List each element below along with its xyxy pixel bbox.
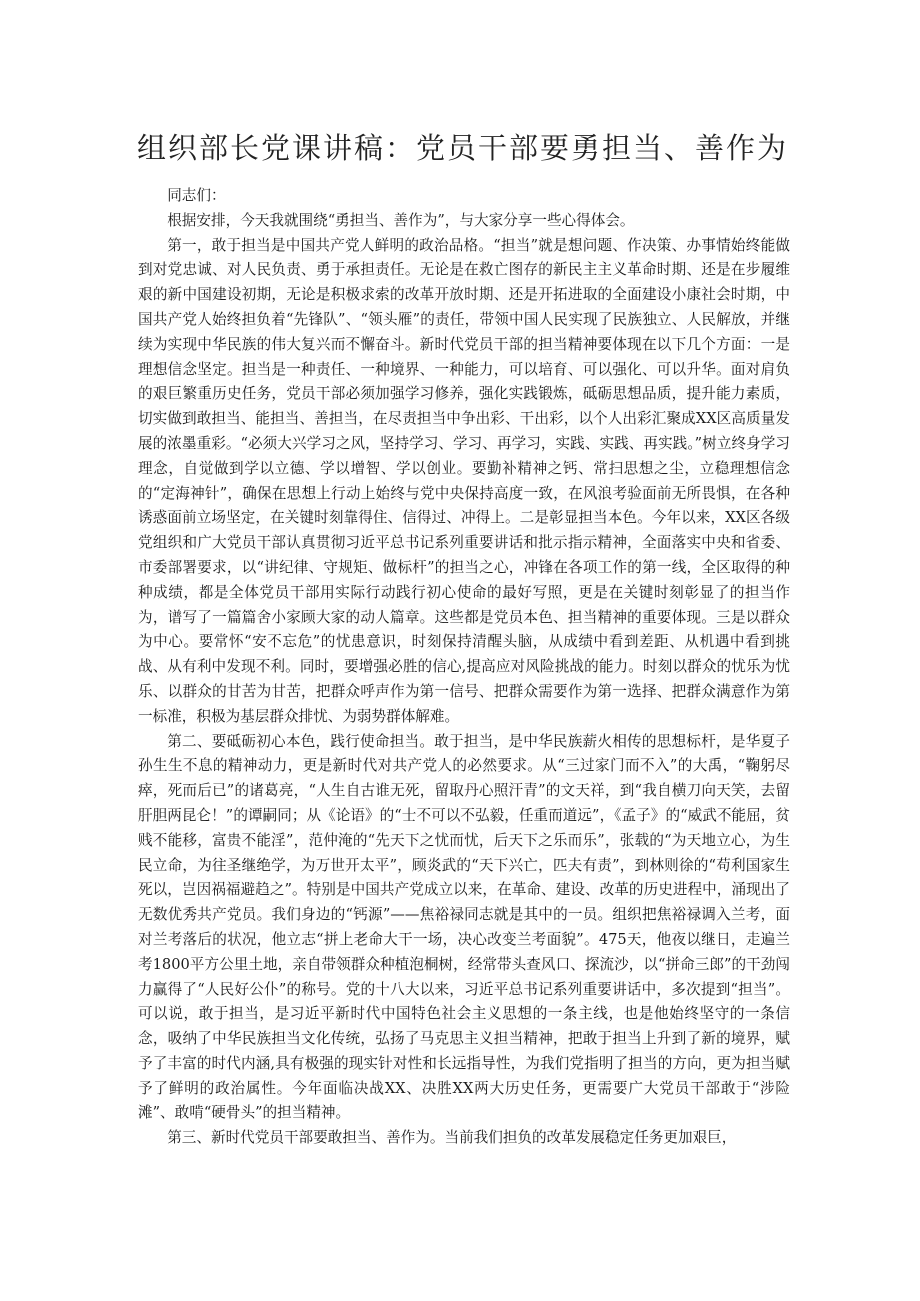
paragraph-intro: 根据安排，今天我就围绕“勇担当、善作为”，与大家分享一些心得体会。 [167,211,635,229]
paragraph-third-point: 第三、新时代党员干部要敢担当、善作为。当前我们担负的改革发展稳定任务更加艰巨， [167,1129,737,1147]
salutation: 同志们： [167,187,226,204]
paragraph-first-point: 第一，敢于担当是中国共产党人鲜明的政治品格。“担当”就是想问题、作决策、办事情始终能做到对党忠诚、对人民负责、勇于承担责任。无论是在救亡图存的新民主主义革命时期、还是在步履维艰的新中国建设初期，无论是积极求索的改革开放时期、还是开拓进取的全面建设小康社会时期，中国共产党人始终担负着“先锋队”、“领头雁”的责任，带领中国人民实现了民族独立、人民解放，并继续为实现中华民族的伟大复兴而不懈奋斗。新时代党员干部的担当精神要体现在以下几个方面：一是理想信念坚定。担当是一种责任、一种境界、一种能力，可以培育、可以强化、可以升华。面对肩负的艰巨繁重历史任务，党员干部必须加强学习修养，强化实践锻炼，砥砺思想品质，提升能力素质，切实做到敢担当、能担当、善担当，在尽责担当中争出彩、干出彩，以个人出彩汇聚成XX区高质量发展的浓墨重彩。“必须大兴学习之风，坚持学习、学习、再学习，实践、实践、再实践。”树立终身学习理念，自觉做到学以立德、学以增智、学以创业。要勤补精神之钙、常扫思想之尘，立稳理想信念的“定海神针”，确保在思想上行动上始终与党中央保持高度一致，在风浪考验面前无所畏惧，在各种诱惑面前立场坚定，在关键时刻靠得住、信得过、冲得上。二是彰显担当本色。今年以来，XX区各级党组织和广大党员干部认真贯彻习近平总书记系列重要讲话和批示指示精神，全面落实中央和省委、市委部署要求，以“讲纪律、守规矩、做标杆”的担当之心，冲锋在各项工作的第一线，全区取得的种种成绩，都是全体党员干部用实际行动践行初心使命的最好写照，更是在关键时刻彰显了的担当作为，谱写了一篇篇舍小家顾大家的动人篇章。这些都是党员本色、担当精神的重要体现。三是以群众为中心。要常怀“安不忘危”的忧患意识，时刻保持清醒头脑，从成绩中看到差距、从机遇中看到挑战、从有利中发现不利。同时，要增强必胜的信心,提高应对风险挑战的能力。时刻以群众的忧乐为忧乐、以群众的甘苦为甘苦，把群众呼声作为第一信号、把群众需要作为第一选择、把群众满意作为第一标准，积极为基层群众排忧、为弱势群体解难。 [138,236,790,725]
document-body [138,184,790,1151]
paragraph-second-point: 第二、要砥砺初心本色，践行使命担当。敢于担当，是中华民族薪火相传的思想标杆，是华夏子孙生生不息的精神动力，更是新时代对共产党人的必然要求。从“三过家门而不入”的大禹，“鞠躬尽瘁，死而后已”的诸葛亮，“人生自古谁无死，留取丹心照汗青”的文天祥，到“我自横刀向天笑，去留肝胆两昆仑！”的谭嗣同；从《论语》的“士不可以不弘毅，任重而道远”，《孟子》的“威武不能屈，贫贱不能移，富贵不能淫”，范仲淹的“先天下之忧而忧，后天下之乐而乐”，张载的“为天地立心，为生民立命，为往圣继绝学，为万世开太平”，顾炎武的“天下兴亡，匹夫有责”，到林则徐的“苟利国家生死以，岂因祸福避趋之”。特别是中国共产党成立以来，在革命、建设、改革的历史进程中，涌现出了无数优秀共产党员。我们身边的“钙源”——焦裕禄同志就是其中的一员。组织把焦裕禄调入兰考，面对兰考落后的状况，他立志“拼上老命大干一场，决心改变兰考面貌”。475天，他夜以继日，走遍兰考1800平方公里土地，亲自带领群众种植泡桐树，经常带头查风口、探流沙，以“拼命三郎”的干劲闯力赢得了“人民好公仆”的称号。党的十八大以来，习近平总书记系列重要讲话中，多次提到“担当”。可以说，敢于担当，是习近平新时代中国特色社会主义思想的一条主线，也是他始终坚守的一条信念，吸纳了中华民族担当文化传统，弘扬了马克思主义担当精神，把敢于担当上升到了新的境界，赋予了丰富的时代内涵,具有极强的现实针对性和长远指导性，为我们党指明了担当的方向，更为担当赋予了鲜明的政治属性。今年面临决战XX、决胜XX两大历史任务，更需要广大党员干部敢于“涉险滩”、敢啃“硬骨头”的担当精神。 [138,732,790,1122]
page-title: 组织部长党课讲稿：党员干部要勇担当、善作为 [137,131,789,165]
